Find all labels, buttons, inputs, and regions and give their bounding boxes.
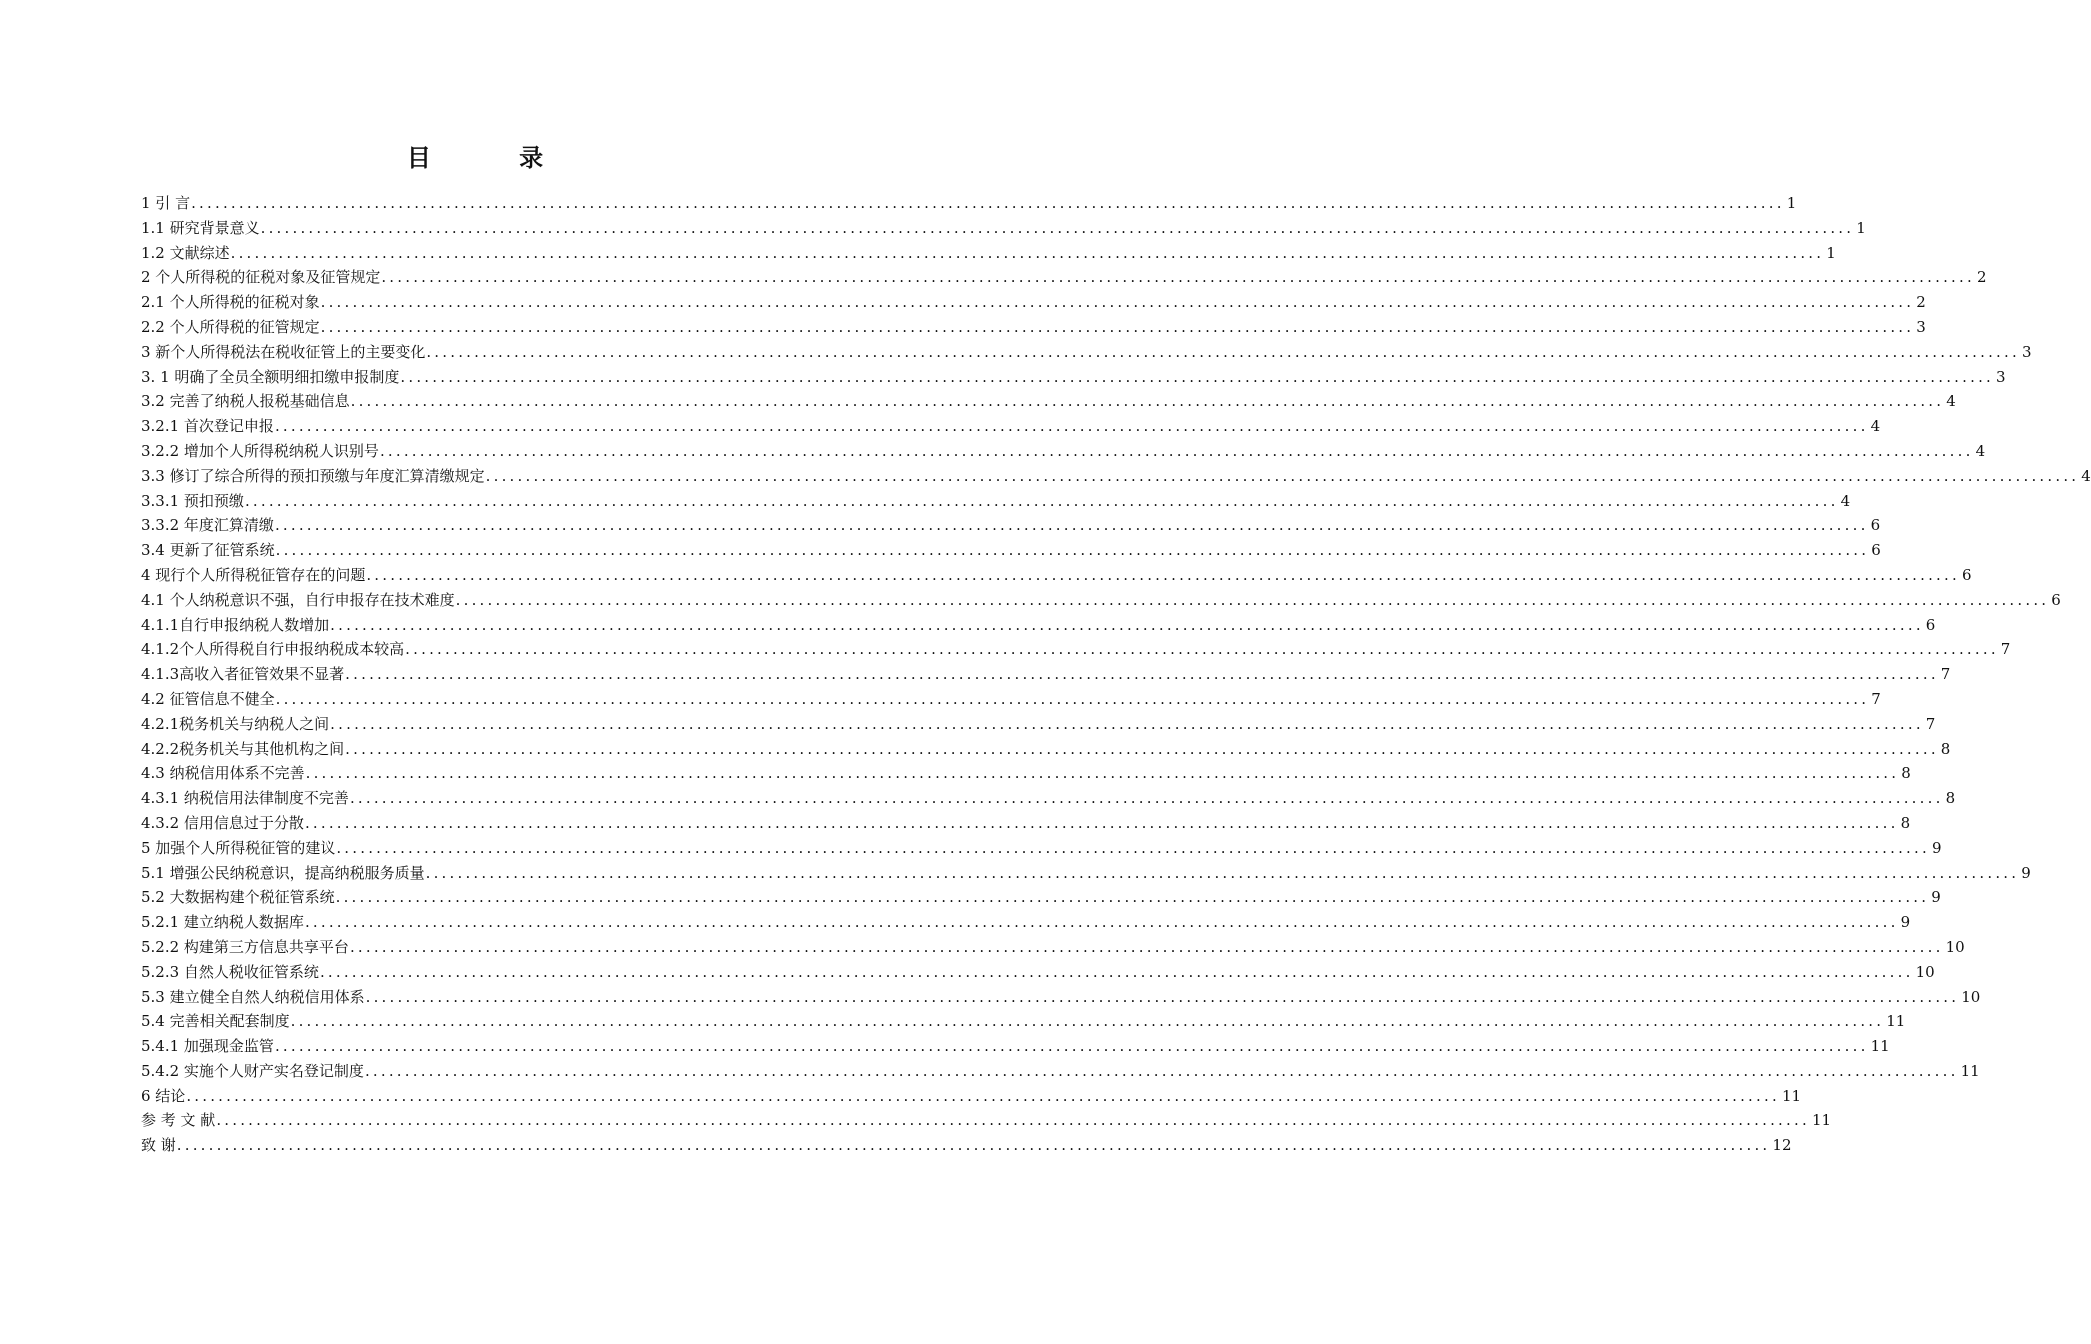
toc-entry-page-number: 2 — [1976, 268, 1987, 287]
toc-entry-label: 6 结论 — [141, 1086, 186, 1105]
toc-entry-page-number: 1 — [1786, 194, 1797, 212]
toc-entry-label: 3.2.2 增加个人所得税纳税人识别号 — [141, 441, 379, 460]
toc-entry-label: 5.2.3 自然人税收征管系统 — [141, 962, 319, 981]
toc-entry-label: 参 考 文 献 — [141, 1111, 216, 1130]
toc-entry[interactable] — [141, 687, 1881, 712]
toc-entry-label: 5.2 大数据构建个税征管系统 — [141, 888, 335, 907]
toc-entry-page-number: 9 — [2021, 863, 2031, 882]
toc-entry-label: 2.2 个人所得税的征管规定 — [141, 317, 320, 336]
toc-entry-label: 4.1.1自行申报纳税人数增加 — [141, 615, 330, 634]
toc-dot-leader: ........................................................................................................................................................................................................ — [400, 367, 1995, 386]
toc-entry-page-number: 6 — [1925, 615, 1936, 634]
toc-dot-leader: ........................................................................................................................................................................................................ — [304, 813, 1899, 832]
toc-entry[interactable] — [141, 712, 1936, 737]
toc-dot-leader: ........................................................................................................................................................................................................ — [191, 194, 1785, 212]
toc-dot-leader: ........................................................................................................................................................................................................ — [244, 491, 1839, 510]
toc-entry-page-number: 7 — [2000, 640, 2011, 659]
toc-entry[interactable] — [141, 265, 1987, 290]
toc-entry-page-number: 6 — [1870, 516, 1881, 535]
toc-entry-page-number: 10 — [1915, 962, 1935, 981]
toc-entry-page-number: 10 — [1961, 987, 1981, 1006]
toc-entry-label: 3.3.1 预扣预缴 — [141, 491, 244, 510]
toc-entry-label: 5 加强个人所得税征管的建议 — [141, 838, 336, 857]
toc-entry-label: 4.1 个人纳税意识不强，自行申报存在技术难度 — [141, 590, 455, 609]
toc-entry-label: 5.2.2 构建第三方信息共享平台 — [141, 937, 349, 956]
toc-entry-page-number: 6 — [2051, 590, 2061, 609]
toc-entry-label: 5.4 完善相关配套制度 — [141, 1012, 290, 1031]
toc-entry[interactable] — [141, 588, 2061, 613]
toc-entry-label: 致 谢 — [141, 1136, 176, 1155]
toc-entry[interactable] — [141, 290, 1926, 315]
toc-dot-leader: ........................................................................................................................................................................................................ — [455, 590, 2050, 609]
toc-dot-leader: ........................................................................................................................................................................................................ — [345, 739, 1939, 758]
toc-entry[interactable] — [141, 960, 1935, 985]
toc-entry-label: 5.2.1 建立纳税人数据库 — [141, 913, 304, 932]
toc-entry[interactable] — [141, 662, 1951, 687]
toc-entry[interactable] — [141, 389, 1956, 414]
toc-dot-leader: ........................................................................................................................................................................................................ — [349, 937, 1944, 956]
toc-entry-page-number: 3 — [1916, 317, 1926, 336]
toc-entry[interactable] — [141, 885, 1941, 910]
toc-dot-leader: ........................................................................................................................................................................................................ — [304, 913, 1899, 932]
toc-entry-label: 1.2 文献综述 — [141, 243, 230, 262]
toc-dot-leader: ........................................................................................................................................................................................................ — [319, 962, 1914, 981]
page-title: 目 录 — [406, 144, 584, 173]
toc-entry-page-number: 11 — [1960, 1061, 1980, 1080]
toc-entry[interactable] — [141, 613, 1936, 638]
toc-dot-leader: ........................................................................................................................................................................................................ — [349, 789, 1944, 808]
toc-entry-page-number: 8 — [1901, 764, 1911, 783]
toc-entry-page-number: 9 — [1900, 913, 1911, 932]
toc-dot-leader: ........................................................................................................................................................................................................ — [366, 565, 1960, 584]
toc-entry-page-number: 3 — [1996, 367, 2006, 386]
toc-entry-label: 2 个人所得税的征税对象及征管规定 — [141, 268, 381, 287]
toc-entry-page-number: 10 — [1945, 937, 1965, 956]
toc-entry[interactable] — [141, 563, 1972, 588]
toc-entry[interactable] — [141, 861, 2031, 886]
toc-dot-leader: ........................................................................................................................................................................................................ — [381, 268, 1975, 287]
toc-dot-leader: ........................................................................................................................................................................................................ — [350, 392, 1945, 411]
toc-entry-page-number: 4 — [2081, 466, 2091, 485]
toc-entry-label: 4 现行个人所得税征管存在的问题 — [141, 565, 366, 584]
toc-entry-label: 4.3 纳税信用体系不完善 — [141, 764, 305, 783]
toc-entry-label: 4.1.3高收入者征管效果不显著 — [141, 665, 345, 684]
toc-entry-page-number: 3 — [2021, 342, 2032, 361]
toc-dot-leader: ........................................................................................................................................................................................................ — [260, 218, 1855, 237]
toc-dot-leader: ........................................................................................................................................................................................................ — [275, 541, 1870, 560]
toc-entry[interactable] — [141, 1133, 1792, 1158]
toc-dot-leader: ........................................................................................................................................................................................................ — [336, 838, 1930, 857]
toc-dot-leader: ........................................................................................................................................................................................................ — [274, 516, 1869, 535]
toc-entry-label: 1.1 研究背景意义 — [141, 218, 260, 237]
toc-entry[interactable] — [141, 786, 1956, 811]
toc-dot-leader: ........................................................................................................................................................................................................ — [305, 764, 1900, 783]
toc-entry-page-number: 4 — [1840, 491, 1851, 510]
toc-dot-leader: ........................................................................................................................................................................................................ — [426, 342, 2020, 361]
toc-entry-label: 5.4.1 加强现金监管 — [141, 1037, 274, 1056]
toc-entry-label: 4.2 征管信息不健全 — [141, 689, 275, 708]
toc-entry[interactable] — [141, 414, 1881, 439]
toc-dot-leader: ........................................................................................................................................................................................................ — [176, 1136, 1771, 1155]
toc-dot-leader: ........................................................................................................................................................................................................ — [230, 243, 1825, 262]
toc-entry[interactable] — [141, 489, 1851, 514]
toc-entry-page-number: 11 — [1870, 1037, 1890, 1056]
toc-entry-label: 1 引 言 — [141, 194, 191, 212]
toc-entry[interactable] — [141, 737, 1951, 762]
toc-entry[interactable] — [141, 1034, 1890, 1059]
toc-dot-leader: ........................................................................................................................................................................................................ — [335, 888, 1930, 907]
toc-entry-page-number: 8 — [1940, 739, 1951, 758]
toc-entry-label: 3.3.2 年度汇算清缴 — [141, 516, 274, 535]
toc-entry-page-number: 1 — [1856, 218, 1866, 237]
toc-entry[interactable] — [141, 985, 1981, 1010]
toc-dot-leader: ........................................................................................................................................................................................................ — [379, 441, 1974, 460]
toc-dot-leader: ........................................................................................................................................................................................................ — [330, 615, 1924, 634]
toc-entry-label: 4.3.1 纳税信用法律制度不完善 — [141, 789, 349, 808]
toc-entry-label: 4.3.2 信用信息过于分散 — [141, 813, 304, 832]
toc-entry-page-number: 4 — [1946, 392, 1956, 411]
table-of-contents — [141, 191, 2091, 1158]
toc-entry-label: 3. 1 明确了全员全额明细扣缴申报制度 — [141, 367, 400, 386]
toc-entry[interactable] — [141, 464, 2091, 489]
toc-entry-page-number: 4 — [1870, 417, 1881, 436]
toc-dot-leader: ........................................................................................................................................................................................................ — [364, 1061, 1959, 1080]
toc-entry[interactable] — [141, 241, 1836, 266]
toc-entry-page-number: 6 — [1871, 541, 1881, 560]
toc-dot-leader: ........................................................................................................................................................................................................ — [345, 665, 1939, 684]
toc-entry-page-number: 12 — [1772, 1136, 1792, 1155]
toc-entry-page-number: 8 — [1945, 789, 1956, 808]
toc-dot-leader: ........................................................................................................................................................................................................ — [216, 1111, 1810, 1130]
toc-dot-leader: ........................................................................................................................................................................................................ — [186, 1086, 1780, 1105]
toc-entry-page-number: 6 — [1961, 565, 1972, 584]
toc-entry-label: 5.1 增强公民纳税意识，提高纳税服务质量 — [141, 863, 425, 882]
toc-entry[interactable] — [141, 1059, 1980, 1084]
toc-entry-page-number: 4 — [1975, 441, 1986, 460]
toc-entry-label: 3.2 完善了纳税人报税基础信息 — [141, 392, 350, 411]
toc-entry[interactable] — [141, 216, 1866, 241]
toc-dot-leader: ........................................................................................................................................................................................................ — [330, 714, 1924, 733]
toc-entry-page-number: 9 — [1931, 838, 1942, 857]
toc-dot-leader: ........................................................................................................................................................................................................ — [405, 640, 1999, 659]
toc-entry[interactable] — [141, 811, 1911, 836]
toc-entry[interactable] — [141, 439, 1986, 464]
toc-dot-leader: ........................................................................................................................................................................................................ — [275, 689, 1870, 708]
toc-entry-page-number: 7 — [1925, 714, 1936, 733]
toc-entry-page-number: 11 — [1781, 1086, 1802, 1105]
toc-entry-label: 5.4.2 实施个人财产实名登记制度 — [141, 1061, 364, 1080]
toc-entry[interactable] — [141, 1009, 1906, 1034]
toc-entry-label: 3.2.1 首次登记申报 — [141, 417, 274, 436]
toc-entry[interactable] — [141, 538, 1881, 563]
toc-dot-leader: ........................................................................................................................................................................................................ — [320, 293, 1915, 312]
toc-entry-label: 3 新个人所得税法在税收征管上的主要变化 — [141, 342, 426, 361]
toc-entry[interactable] — [141, 935, 1965, 960]
toc-entry[interactable] — [141, 761, 1911, 786]
toc-entry-page-number: 11 — [1811, 1111, 1832, 1130]
toc-dot-leader: ........................................................................................................................................................................................................ — [425, 863, 2020, 882]
toc-entry-label: 3.3 修订了综合所得的预扣预缴与年度汇算清缴规定 — [141, 466, 485, 485]
toc-dot-leader: ........................................................................................................................................................................................................ — [274, 1037, 1869, 1056]
toc-dot-leader: ........................................................................................................................................................................................................ — [485, 466, 2080, 485]
toc-entry[interactable] — [141, 513, 1881, 538]
toc-entry-label: 4.2.2税务机关与其他机构之间 — [141, 739, 345, 758]
toc-entry-page-number: 9 — [1931, 888, 1941, 907]
toc-entry[interactable] — [141, 836, 1942, 861]
toc-entry[interactable] — [141, 637, 2011, 662]
toc-entry-page-number: 11 — [1886, 1012, 1906, 1031]
toc-entry-label: 2.1 个人所得税的征税对象 — [141, 293, 320, 312]
toc-entry[interactable] — [141, 910, 1911, 935]
toc-entry-page-number: 8 — [1900, 813, 1911, 832]
toc-entry-page-number: 7 — [1871, 689, 1881, 708]
toc-dot-leader: ........................................................................................................................................................................................................ — [290, 1012, 1885, 1031]
toc-entry[interactable] — [141, 365, 2006, 390]
toc-dot-leader: ........................................................................................................................................................................................................ — [274, 417, 1869, 436]
toc-entry-label: 4.2.1税务机关与纳税人之间 — [141, 714, 330, 733]
toc-entry[interactable] — [141, 340, 2032, 365]
toc-entry-label: 5.3 建立健全自然人纳税信用体系 — [141, 987, 365, 1006]
toc-entry-page-number: 2 — [1916, 293, 1926, 312]
toc-entry[interactable] — [141, 1084, 1802, 1109]
toc-entry-page-number: 7 — [1940, 665, 1951, 684]
toc-entry[interactable] — [141, 1108, 1832, 1133]
toc-entry-label: 4.1.2个人所得税自行申报纳税成本较高 — [141, 640, 405, 659]
toc-entry-label: 3.4 更新了征管系统 — [141, 541, 275, 560]
toc-entry-page-number: 1 — [1826, 243, 1836, 262]
toc-dot-leader: ........................................................................................................................................................................................................ — [320, 317, 1915, 336]
toc-dot-leader: ........................................................................................................................................................................................................ — [365, 987, 1960, 1006]
toc-entry[interactable] — [141, 315, 1926, 340]
toc-entry[interactable] — [141, 191, 1797, 216]
